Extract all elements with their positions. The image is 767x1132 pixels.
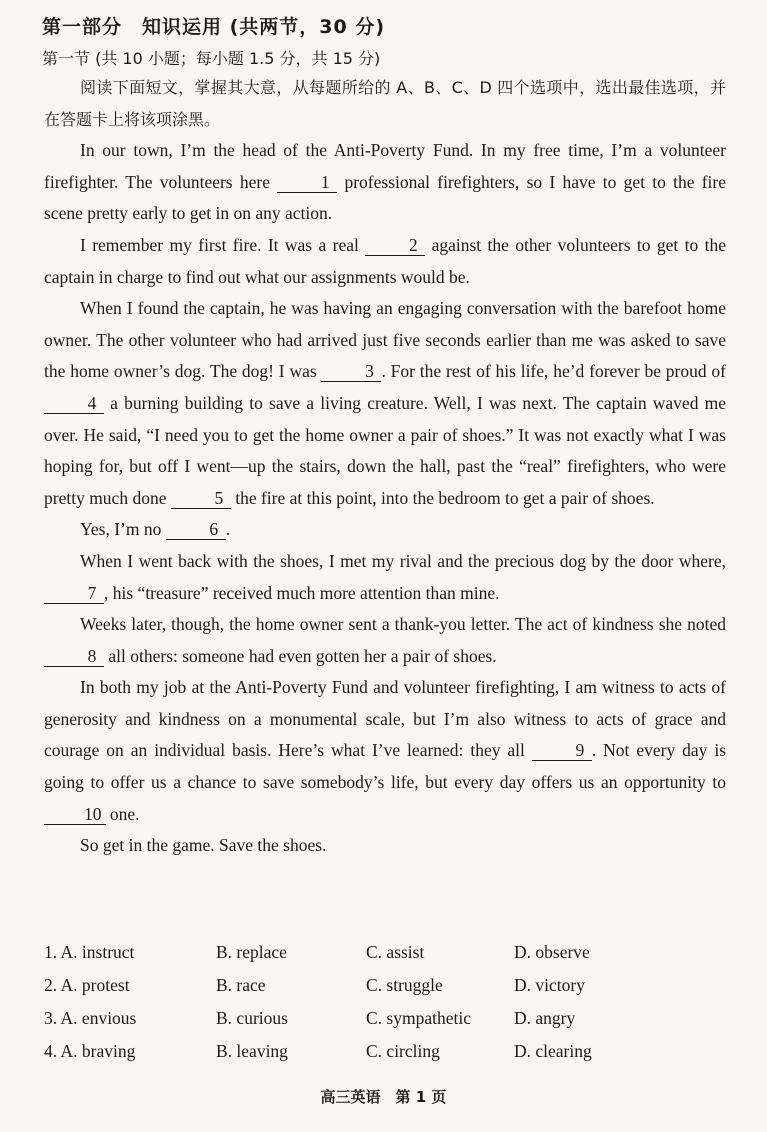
blank-4: 4 — [44, 393, 104, 414]
option-b: B. leaving — [216, 1041, 288, 1061]
passage-text: professional firefighters, so I have to get to the fire scene pretty early to get in on any action. — [44, 171, 726, 224]
passage-paragraph — [44, 546, 726, 609]
blank-1: 1 — [277, 172, 337, 193]
passage-paragraph — [44, 135, 726, 230]
blank-8: 8 — [44, 646, 104, 667]
option-d: D. clearing — [514, 1041, 592, 1061]
passage-text: When I went back with the shoes, I met my rival and the precious dog by the door where, — [80, 550, 726, 571]
option-d: D. angry — [514, 1008, 576, 1028]
option-b: B. race — [216, 975, 266, 995]
passage-paragraph — [44, 830, 726, 862]
blank-6: 6 — [166, 519, 226, 540]
passage-text: In both my job at the Anti-Poverty Fund and volunteer firefighting, I am witness to acts of generosity and kindness on a monumental scale, but I’m also witness to acts of grace and courage on an individual basis. Here’s what I’ve learned: they all — [44, 677, 726, 761]
passage-text: one. — [105, 803, 140, 824]
part-heading: 第一部分 知识运用 (共两节，30 分) — [42, 16, 386, 38]
section-heading: 第一节 (共 10 小题；每小题 1.5 分，共 15 分) — [42, 49, 381, 68]
option-a: 4. A. braving — [44, 1041, 136, 1061]
passage-body — [44, 135, 726, 862]
option-b: B. replace — [216, 942, 287, 962]
passage-text: . Not every day is going to offer us a chance to save somebody’s life, but every day offers us an opportunity to — [44, 740, 727, 793]
blank-10: 10 — [44, 804, 106, 825]
option-b: B. curious — [216, 1008, 288, 1028]
passage-text: all others: someone had even gotten her a pair of shoes. — [104, 645, 497, 666]
passage-text: Yes, I’m no — [80, 519, 166, 540]
option-c: C. struggle — [366, 975, 443, 995]
passage-text: against the other volunteers to get to the captain in charge to find out what our assignments would be. — [44, 234, 726, 287]
option-a: 1. A. instruct — [44, 942, 135, 962]
instructions: 阅读下面短文，掌握其大意，从每题所给的 A、B、C、D 四个选项中，选出最佳选项，并在答题卡上将该项涂黑。 — [44, 78, 726, 129]
passage-text: Weeks later, though, the home owner sent a thank-you letter. The act of kindness she noted — [80, 614, 726, 635]
passage-text: a burning building to save a living creature. Well, I was next. The captain waved me over. He said, “I need you to get the home owner a pair of shoes.” It was not exactly what I was hoping for, but off I went—up the stairs, down the hall, past the “real” firefighters, who were pretty much done — [44, 392, 726, 508]
cloze-passage — [44, 72, 726, 862]
blank-2: 2 — [365, 235, 425, 256]
option-c: C. circling — [366, 1041, 440, 1061]
answer-options — [44, 936, 744, 1068]
passage-text: When I found the captain, he was having an engaging conversation with the barefoot home owner. The other volunteer who had arrived just five seconds earlier than me was asked to save the home owner’s dog. The dog! I was — [44, 298, 726, 382]
option-d: D. victory — [514, 975, 585, 995]
question-options-1 — [44, 936, 744, 969]
blank-9: 9 — [532, 740, 592, 761]
passage-paragraph — [44, 514, 726, 546]
question-options-3 — [44, 1002, 744, 1035]
passage-text: . For the rest of his life, he’d forever be proud of — [381, 361, 727, 382]
passage-paragraph — [44, 609, 726, 672]
passage-text: So get in the game. Save the shoes. — [80, 835, 327, 856]
option-a: 2. A. protest — [44, 975, 130, 995]
passage-text: In our town, I’m the head of the Anti-Poverty Fund. In my free time, I’m a volunteer firefighter. The volunteers here — [44, 140, 726, 192]
page-footer: 高三英语 第 1 页 — [320, 1088, 447, 1106]
blank-3: 3 — [321, 361, 381, 382]
option-a: 3. A. envious — [44, 1008, 137, 1028]
passage-paragraph — [44, 293, 726, 514]
option-d: D. observe — [514, 942, 590, 962]
passage-paragraph — [44, 230, 726, 293]
passage-paragraph — [44, 672, 726, 830]
question-options-4 — [44, 1035, 744, 1068]
blank-5: 5 — [171, 488, 231, 509]
question-options-2 — [44, 969, 744, 1002]
passage-text: I remember my first fire. It was a real — [80, 234, 366, 255]
blank-7: 7 — [44, 583, 104, 604]
passage-text: . — [225, 519, 231, 540]
option-c: C. sympathetic — [366, 1008, 471, 1028]
passage-text: , his “treasure” received much more attention than mine. — [104, 582, 500, 603]
option-c: C. assist — [366, 942, 425, 962]
passage-text: the fire at this point, into the bedroom to get a pair of shoes. — [230, 487, 655, 508]
